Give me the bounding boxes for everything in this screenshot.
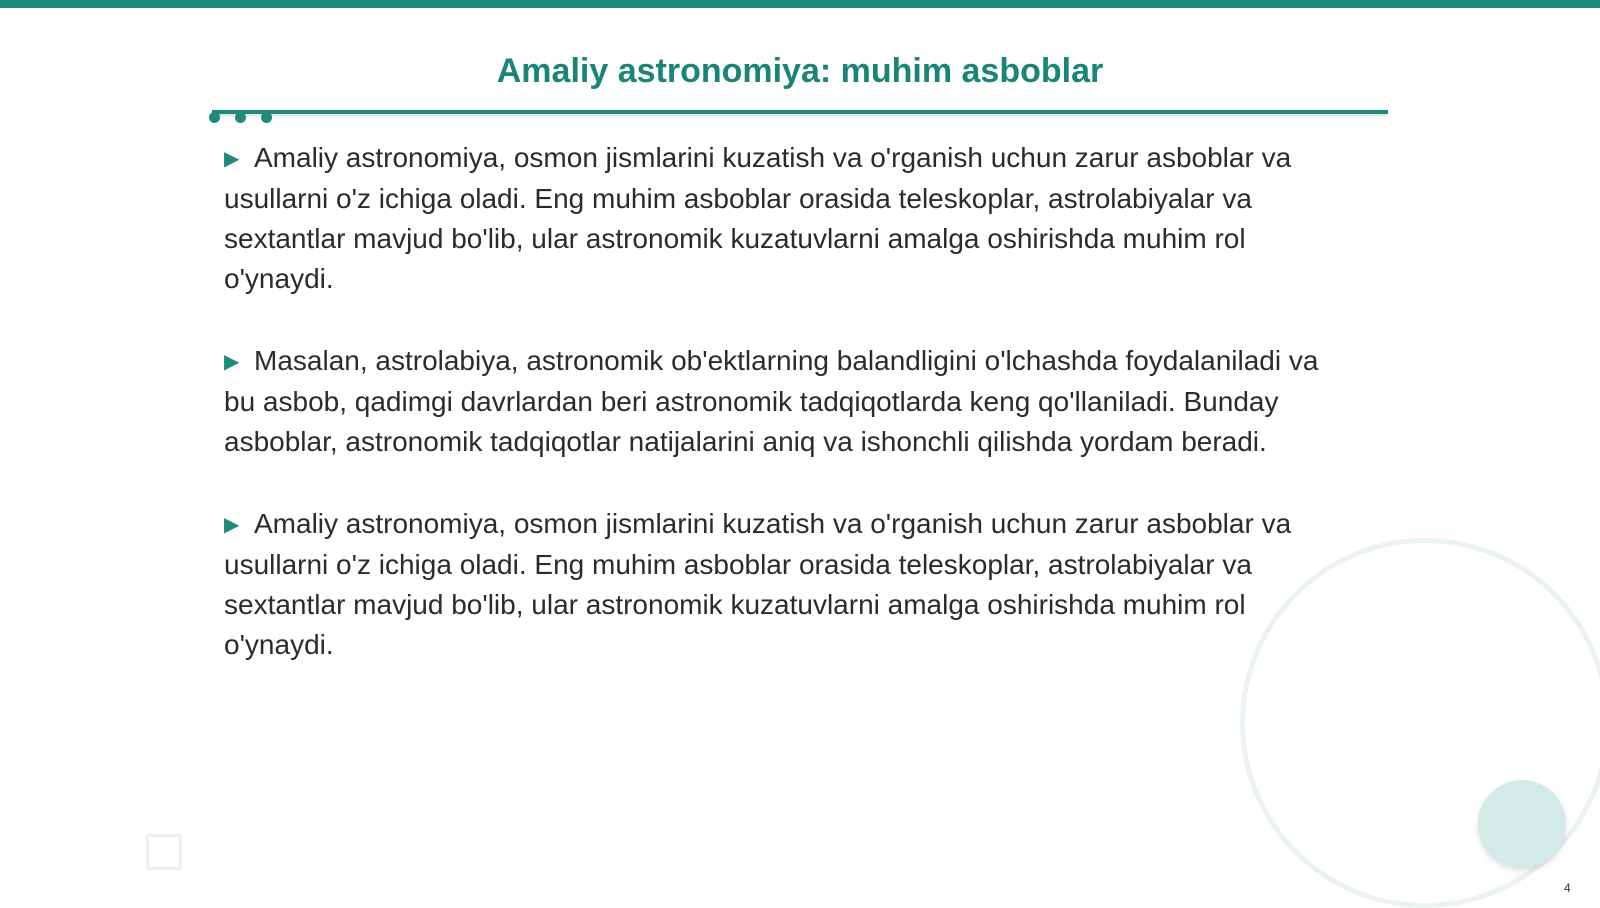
triangle-bullet-icon: ▶ (224, 351, 240, 373)
decorative-dot (261, 112, 272, 123)
bullet-paragraph-1 (224, 138, 1354, 299)
triangle-bullet-icon: ▶ (224, 514, 240, 536)
triangle-bullet-icon: ▶ (224, 148, 240, 170)
decorative-circle (1478, 780, 1566, 868)
slide-body (224, 138, 1354, 707)
paragraph-text: Amaliy astronomiya, osmon jismlarini kuzatish va o'rganish uchun zarur asboblar va usullarni o'z ichiga oladi. Eng muhim asboblar orasida teleskoplar, astrolabiyalar va sextantlar mavjud bo'lib, ular astronomik kuzatuvlarni amalga oshirishda muhim rol o'ynaydi. (224, 508, 1292, 660)
bullet-paragraph-3 (224, 504, 1354, 665)
decorative-dot (235, 112, 246, 123)
paragraph-text: Amaliy astronomiya, osmon jismlarini kuzatish va o'rganish uchun zarur asboblar va usullarni o'z ichiga oladi. Eng muhim asboblar orasida teleskoplar, astrolabiyalar va sextantlar mavjud bo'lib, ular astronomik kuzatuvlarni amalga oshirishda muhim rol o'ynaydi. (224, 142, 1292, 294)
top-accent-bar (0, 0, 1600, 8)
title-underline (212, 110, 1388, 114)
decorative-dot (209, 112, 220, 123)
page-number: 4 (1564, 881, 1571, 895)
paragraph-text: Masalan, astrolabiya, astronomik ob'ektlarning balandligini o'lchashda foydalaniladi va bu asbob, qadimgi davrlardan beri astronomik tadqiqotlarda keng qo'llaniladi. Bunday asboblar, astronomik tadqiqotlar natijalarini aniq va ishonchli qilishda yordam beradi. (224, 345, 1319, 457)
bullet-paragraph-2 (224, 341, 1354, 462)
decorative-square (146, 834, 182, 870)
slide-title: Amaliy astronomiya: muhim asboblar (496, 52, 1104, 90)
